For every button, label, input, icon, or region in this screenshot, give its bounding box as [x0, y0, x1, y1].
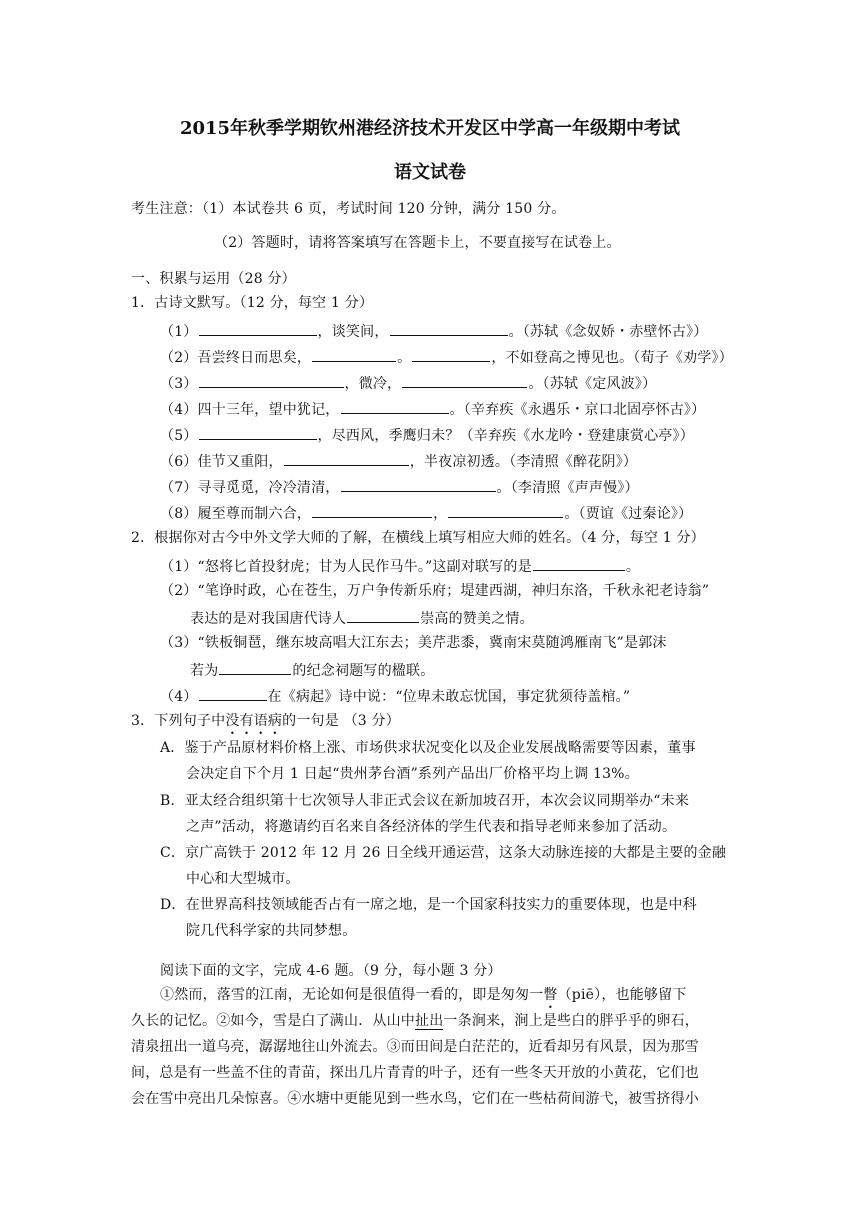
question-1-heading: 1．古诗文默写。（12 分，每空 1 分）	[131, 295, 374, 311]
section-heading: 一、积累与运用（28 分）	[131, 271, 296, 287]
passage-line-5: 会在雪中亮出几朵惊喜。④水塘中更能见到一些水鸟，它们在一些枯荷间游弋，被雪挤得小	[131, 1091, 699, 1107]
q1-item-5: （5） ，尽西风，季鹰归未？（辛弃疾《水龙吟・登建康赏心亭》）	[160, 425, 694, 445]
option-a-line-2: 会决定自下个月 1 日起“贵州茅台酒”系列产品出厂价格平均上调 13%。	[186, 766, 639, 782]
option-b-line-1: B．亚太经合组织第十七次领导人非正式会议在新加坡召开，本次会议同期举办“未来	[160, 793, 690, 809]
answer-blank[interactable]	[199, 321, 317, 336]
passage-line-4: 间，总是有一些盖不住的青苗，探出几片青青的叶子，还有一些冬天开放的小黄花，它们也	[131, 1065, 699, 1081]
answer-blank[interactable]	[390, 321, 508, 336]
q1-item-4: （4）四十三年，望中犹记， 。（辛弃疾《永遇乐・京口北固亭怀古》）	[160, 399, 705, 419]
q2-item-3-line-1: （3）“铁板铜琶，继东坡高唱大江东去；美芹悲黍，冀南宋莫随鸿雁南飞”是郭沫	[160, 635, 667, 651]
answer-blank[interactable]	[312, 347, 396, 362]
answer-blank[interactable]	[341, 477, 496, 492]
q1-item-3: （3） ，微冷， 。（苏轼《定风波》）	[160, 373, 656, 393]
emphasis-char: 没	[225, 713, 240, 729]
q2-item-2-line-2: 表达的是对我国唐代诗人 崇高的赞美之情。	[190, 608, 534, 628]
q2-item-2-line-1: （2）“笔诤时政，心在苍生，万户争传新乐府；堤建西湖，神归东洛，千秋永祀老诗翁”	[160, 583, 710, 599]
passage-line-2: 久长的记忆。②如今，雪是白了满山．从山中扯出一条涧来，涧上是些白的胖乎乎的卵石，	[131, 1013, 700, 1029]
q1-item-6: （6）佳节又重阳， ，半夜凉初透。（李清照《醉花阴》）	[160, 451, 637, 471]
passage-line-1: ①然而，落雪的江南，无论如何是很值得一看的，即是匆匆一瞥（piē），也能够留下	[160, 987, 687, 1003]
answer-blank[interactable]	[402, 373, 527, 388]
q1-item-8: （8）履至尊而制六合， ， 。（贾谊《过秦论》）	[160, 503, 692, 523]
emphasis-char: 有	[239, 713, 254, 729]
option-d-line-2: 院几代科学家的共同梦想。	[186, 923, 357, 939]
q1-item-7: （7）寻寻觅觅，冷冷清清， 。（李清照《声声慢》）	[160, 477, 639, 497]
option-d-line-1: D．在世界高科技领域能否占有一席之地，是一个国家科技实力的重要体现，也是中科	[160, 897, 697, 913]
answer-blank[interactable]	[199, 425, 317, 440]
question-2-heading: 2．根据你对古今中外文学大师的了解，在横线上填写相应大师的姓名。（4 分，每空 1 分）	[131, 530, 705, 546]
answer-blank[interactable]	[312, 503, 432, 518]
q2-item-4: （4） 在《病起》诗中说：“位卑未敢忘忧国，事定犹须待盖棺。”	[160, 686, 630, 706]
question-3-heading: 3．下列句子中没有语病的一句是 （3 分）	[131, 713, 400, 729]
answer-blank[interactable]	[412, 347, 490, 362]
option-c-line-2: 中心和大型城市。	[186, 871, 300, 887]
emphasis-char: 病	[267, 713, 283, 729]
option-a-line-1: A．鉴于产品原材料价格上涨、市场供求状况变化以及企业发展战略需要等因素，董事	[160, 740, 696, 756]
q2-item-3-line-2: 若为 的纪念祠题写的楹联。	[190, 660, 434, 680]
q1-item-1: （1） ，谈笑间， 。（苏轼《念奴娇・赤壁怀古》）	[160, 321, 708, 341]
emphasis-char: 瞥	[543, 987, 558, 1003]
notice-line-2: （2）答题时，请将答案填写在答题卡上，不要直接写在试卷上。	[214, 235, 621, 251]
notice-line-1: 考生注意：（1）本试卷共 6 页，考试时间 120 分钟，满分 150 分。	[131, 201, 566, 217]
q1-item-2: （2）吾尝终日而思矣， 。 ，不如登高之博见也。（荀子《劝学》）	[160, 347, 733, 367]
answer-blank[interactable]	[284, 451, 409, 466]
answer-blank[interactable]	[448, 503, 563, 518]
passage-line-3: 清泉扭出一道乌亮，潺潺地往山外流去。③而田间是白茫茫的，近看却另有风景，因为那雪	[131, 1039, 699, 1055]
option-c-line-1: C．京广高铁于 2012 年 12 月 26 日全线开通运营，这条大动脉连接的大都是主要的金融	[160, 845, 727, 861]
answer-blank[interactable]	[341, 399, 449, 414]
emphasis-char: 语	[253, 713, 268, 729]
answer-blank[interactable]	[199, 686, 267, 701]
answer-blank[interactable]	[219, 660, 291, 675]
q2-item-1: （1）“怒将匕首投豺虎；甘为人民作马牛。”这副对联写的是 。	[160, 556, 640, 576]
option-b-line-2: 之声”活动，将邀请约百名来自各经济体的学生代表和指导老师来参加了活动。	[186, 819, 677, 835]
answer-blank[interactable]	[347, 608, 419, 623]
answer-blank[interactable]	[533, 556, 625, 571]
answer-blank[interactable]	[199, 373, 344, 388]
reading-intro: 阅读下面的文字，完成 4-6 题。（9 分，每小题 3 分）	[160, 963, 502, 979]
exam-title: 2015年秋季学期钦州港经济技术开发区中学高一年级期中考试	[179, 118, 681, 139]
underlined-phrase: 扯出	[415, 1013, 444, 1029]
exam-subtitle: 语文试卷	[394, 162, 466, 183]
